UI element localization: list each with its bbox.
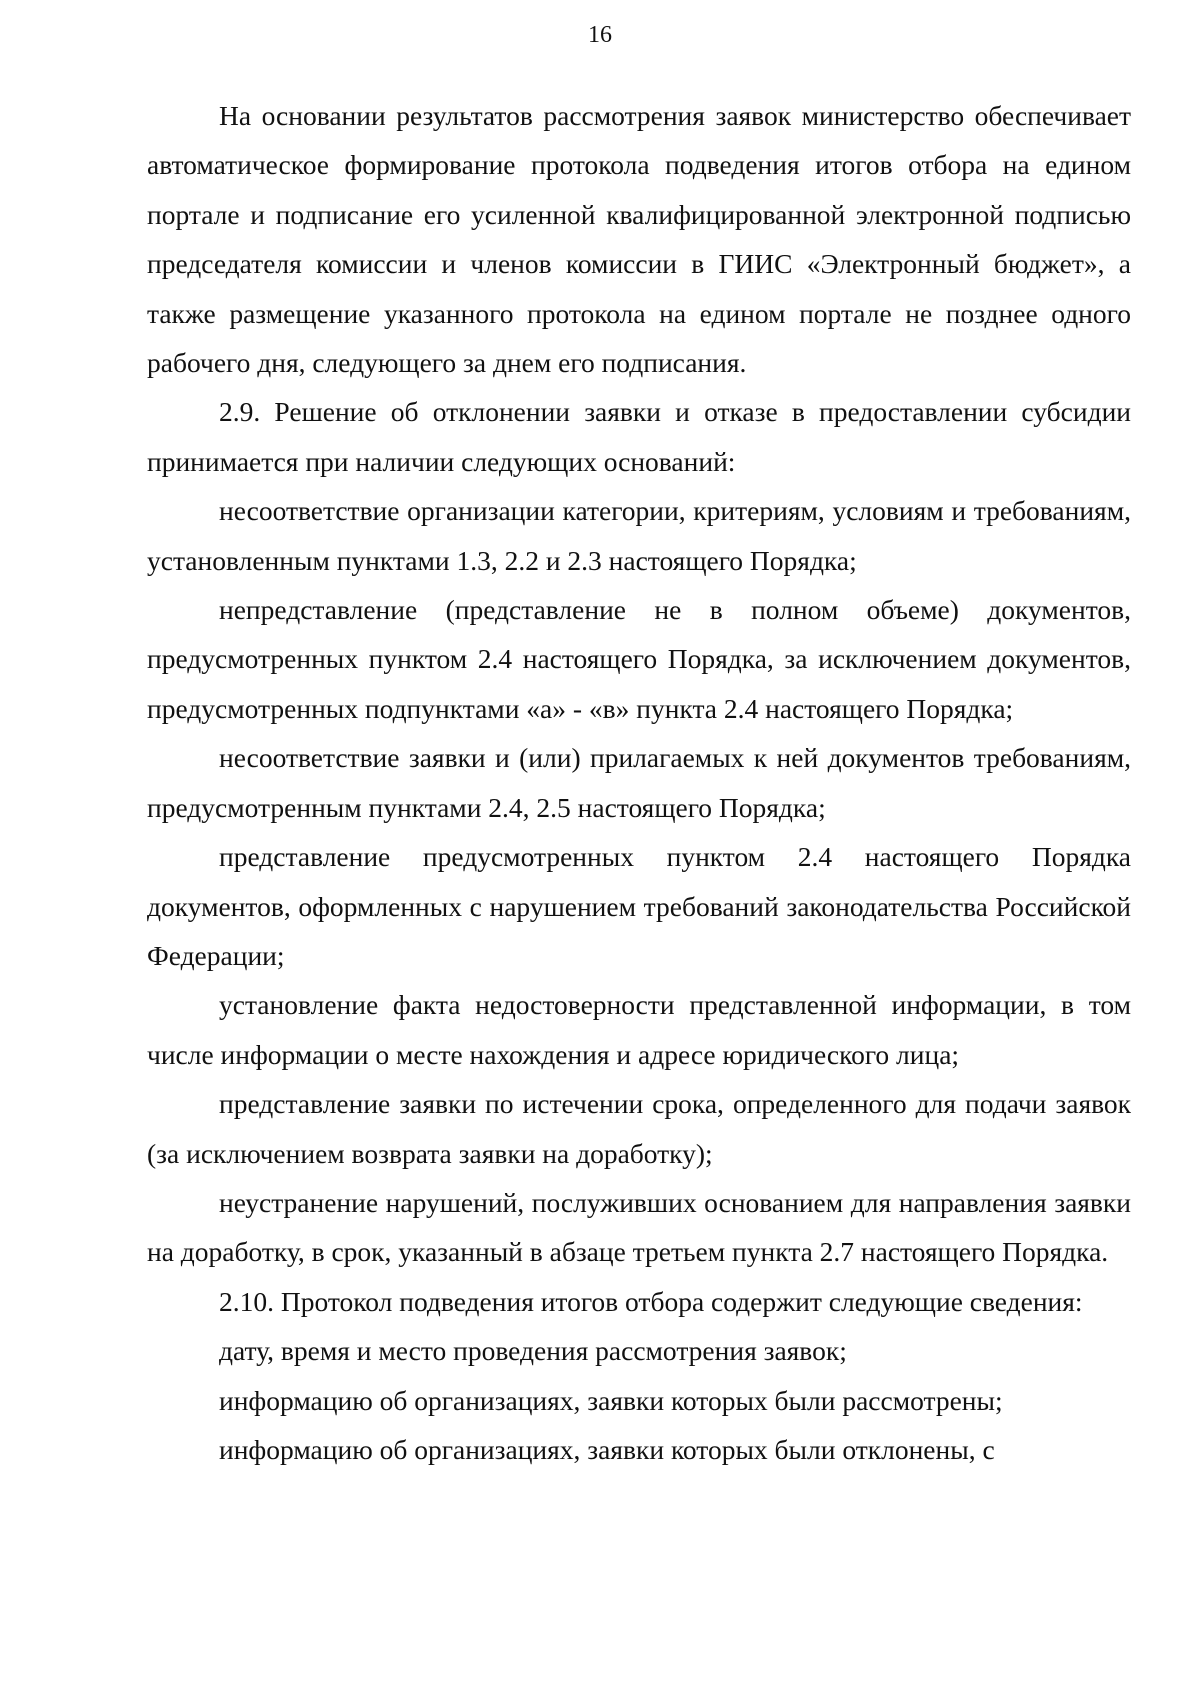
- paragraph-ground-unremedied-violations: неустранение нарушений, послуживших основанием для направления заявки на доработку, в срок, указанный в абзаце третьем пункта 2.7 настоящего Порядка.: [147, 1186, 1131, 1268]
- paragraph-item-reviewed-organizations: информацию об организациях, заявки которых были рассмотрены;: [219, 1384, 1003, 1416]
- paragraph-2-10-protocol-contents: 2.10. Протокол подведения итогов отбора содержит следующие сведения:: [219, 1285, 1083, 1317]
- document-body: [147, 91, 1131, 1474]
- paragraph-item-date-time-place: дату, время и место проведения рассмотрения заявок;: [219, 1335, 847, 1367]
- paragraph-ground-requirements-mismatch: несоответствие заявки и (или) прилагаемых к ней документов требованиям, предусмотренным пунктами 2.4, 2.5 настоящего Порядка;: [147, 742, 1131, 823]
- paragraph-ground-missing-documents: непредставление (представление не в полном объеме) документов, предусмотренных пунктом 2.4 настоящего Порядка, за исключением документов, предусмотренных подпунктами «а» - «в» пункта 2.4 настоящего Порядка;: [147, 594, 1131, 724]
- page-number: 16: [588, 22, 612, 48]
- paragraph-item-rejected-organizations: информацию об организациях, заявки которых были отклонены, с: [219, 1433, 995, 1465]
- paragraph-ground-improper-documents: представление предусмотренных пунктом 2.4 настоящего Порядка документов, оформленных с нарушением требований законодательства Российской Федерации;: [147, 841, 1131, 971]
- paragraph-protocol-signing: На основании результатов рассмотрения заявок министерство обеспечивает автоматическое формирование протокола подведения итогов отбора на едином портале и подписание его усиленной квалифицированной электронной подписью председателя комиссии и членов комиссии в ГИИС «Электронный бюджет», а также размещение указанного протокола на едином портале не позднее одного рабочего дня, следующего за днем его подписания.: [147, 100, 1131, 379]
- paragraph-2-9-rejection-grounds: 2.9. Решение об отклонении заявки и отказе в предоставлении субсидии принимается при наличии следующих оснований:: [147, 396, 1131, 477]
- paragraph-ground-category-mismatch: несоответствие организации категории, критериям, условиям и требованиям, установленным пунктами 1.3, 2.2 и 2.3 настоящего Порядка;: [147, 495, 1131, 576]
- paragraph-ground-late-submission: представление заявки по истечении срока, определенного для подачи заявок (за исключением возврата заявки на доработку);: [147, 1088, 1131, 1169]
- paragraph-ground-false-information: установление факта недостоверности представленной информации, в том числе информации о месте нахождения и адресе юридического лица;: [147, 989, 1131, 1070]
